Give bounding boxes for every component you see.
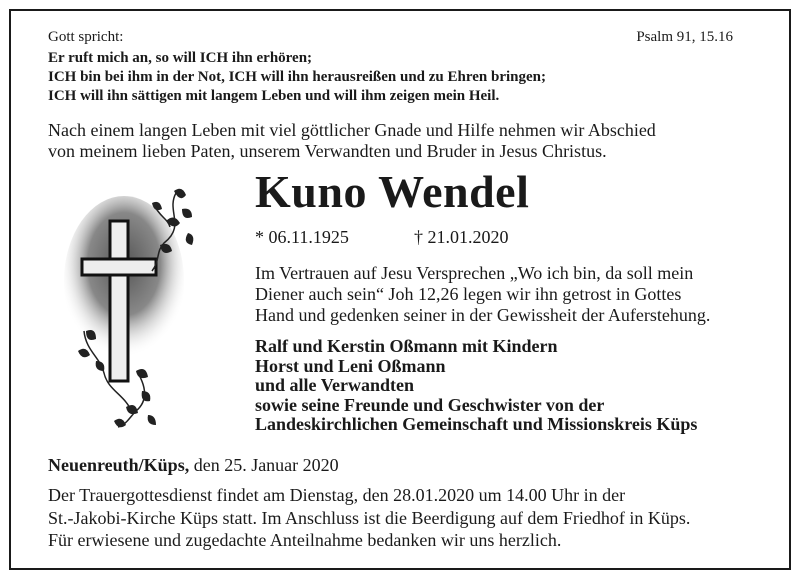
place-date (48, 455, 339, 476)
death-date: † 21.01.2020 (414, 227, 509, 247)
date: den 25. Januar 2020 (193, 455, 339, 475)
header-left-label: Gott spricht: (48, 29, 124, 45)
verse-line: ICH will ihn sättigen mit langem Leben und will ihm zeigen mein Heil. (48, 88, 500, 104)
footer-line: Der Trauergottesdienst findet am Dienstag, den 28.01.2020 um 14.00 Uhr in der (48, 485, 626, 505)
trust-line: Diener auch sein“ Joh 12,26 legen wir ihn getrost in Gottes (255, 284, 682, 304)
place: Neuenreuth/Küps, (48, 455, 190, 475)
mourner-line: sowie seine Freunde und Geschwister von der (255, 395, 605, 415)
trust-line: Im Vertrauen auf Jesu Versprechen „Wo ich bin, da soll mein (255, 263, 694, 283)
verse-line: ICH bin bei ihm in der Not, ICH will ihn herausreißen und zu Ehren bringen; (48, 69, 547, 85)
birth-date: * 06.11.1925 (255, 227, 349, 247)
obituary-content (11, 11, 789, 568)
footer-line: St.-Jakobi-Kirche Küps statt. Im Anschluss ist die Beerdigung auf dem Friedhof in Küps. (48, 508, 691, 528)
obituary-frame (9, 9, 791, 570)
psalm-reference: Psalm 91, 15.16 (636, 29, 733, 45)
deceased-name: Kuno Wendel (255, 166, 530, 217)
cross-illustration (56, 181, 206, 436)
mourner-line: Ralf und Kerstin Oßmann mit Kindern (255, 336, 558, 356)
intro-line: von meinem lieben Paten, unserem Verwandten und Bruder in Jesus Christus. (48, 141, 607, 161)
intro-line: Nach einem langen Leben mit viel göttlicher Gnade und Hilfe nehmen wir Abschied (48, 120, 656, 140)
footer-line: Für erwiesene und zugedachte Anteilnahme bedanken wir uns herzlich. (48, 530, 562, 550)
mourner-line: und alle Verwandten (255, 375, 415, 395)
mourner-line: Horst und Leni Oßmann (255, 356, 446, 376)
cross-with-ivy-icon (56, 181, 206, 436)
mourner-line: Landeskirchlichen Gemeinschaft und Missionskreis Küps (255, 414, 698, 434)
verse-line: Er ruft mich an, so will ICH ihn erhören; (48, 50, 313, 66)
trust-line: Hand und gedenken seiner in der Gewissheit der Auferstehung. (255, 305, 711, 325)
